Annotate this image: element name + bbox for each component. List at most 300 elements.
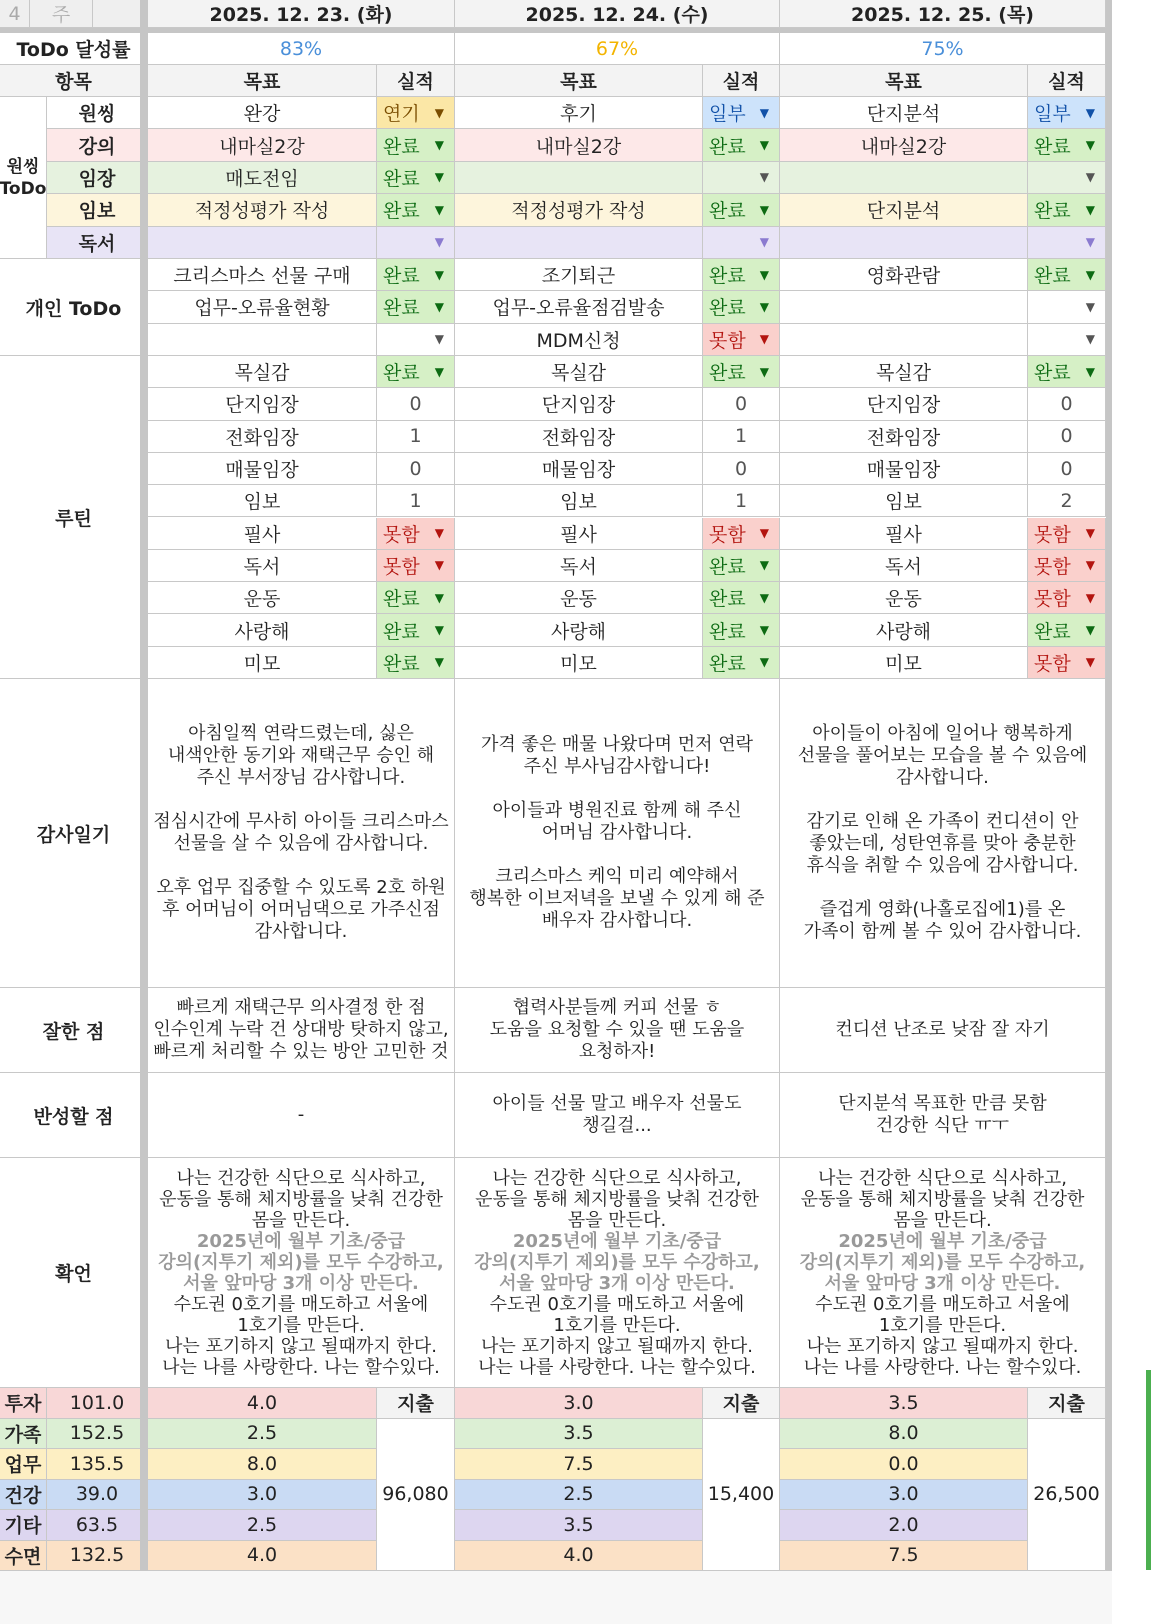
text-line: 점심시간에 무사히 아이들 크리스마스 [153, 811, 449, 832]
text-line: 나는 건강한 식단으로 식사하고, [176, 1167, 426, 1189]
dropdown-arrow-icon[interactable]: ▼ [759, 202, 769, 217]
routine-count[interactable]: 1 [377, 421, 455, 453]
text-line: - [297, 1104, 305, 1125]
status-dropdown[interactable] [377, 291, 455, 323]
status-value: 완료 [709, 588, 746, 611]
dropdown-arrow-icon[interactable]: ▼ [1085, 558, 1095, 573]
expense-label: 지출 [377, 1388, 455, 1419]
status-dropdown[interactable] [1028, 582, 1106, 614]
time-total: 39.0 [47, 1480, 148, 1511]
status-value: 완료 [709, 265, 746, 288]
goal-cell[interactable] [780, 162, 1028, 194]
text-line: 빠르게 재택근무 의사결정 한 점 [176, 997, 426, 1018]
status-value: 완료 [1034, 135, 1071, 158]
text-line: 선물을 살 수 있음에 감사합니다. [173, 833, 429, 854]
status-dropdown[interactable] [377, 614, 455, 646]
gratitude-entry[interactable] [780, 679, 1106, 988]
routine-count[interactable]: 0 [1028, 388, 1106, 420]
routine-name: 필사 [780, 518, 1028, 550]
frozen-row-divider[interactable] [0, 28, 1112, 33]
reflect-entry[interactable] [780, 1073, 1106, 1158]
status-dropdown[interactable] [703, 97, 780, 129]
text-line: 1호기를 만든다. [878, 1314, 1007, 1336]
routine-name: 매물임장 [780, 453, 1028, 485]
goal-cell[interactable]: 내마실2강 [780, 129, 1028, 161]
goal-cell[interactable]: 단지분석 [780, 97, 1028, 129]
status-dropdown[interactable] [703, 550, 780, 582]
routine-name: 임보 [780, 485, 1028, 517]
text-line: 주신 부서장님 감사합니다. [196, 767, 406, 788]
time-value[interactable]: 2.5 [148, 1419, 377, 1450]
text-line: 운동을 통해 체지방률을 낮춰 건강한 [159, 1188, 443, 1210]
status-dropdown[interactable] [1028, 291, 1106, 323]
personal-goal-cell[interactable] [148, 324, 377, 356]
status-dropdown[interactable] [377, 194, 455, 226]
dropdown-arrow-icon[interactable]: ▼ [759, 332, 769, 347]
good-points-label: 잘한 점 [0, 988, 148, 1073]
time-value[interactable]: 2.0 [780, 1510, 1028, 1541]
text-line: 주신 부사님감사합니다! [523, 756, 711, 777]
dropdown-arrow-icon[interactable]: ▼ [1085, 299, 1095, 314]
dropdown-arrow-icon[interactable]: ▼ [759, 623, 769, 638]
time-value[interactable]: 8.0 [148, 1449, 377, 1480]
text-line: 2025년에 월부 기초/중급 [512, 1230, 722, 1252]
status-value: 일부 [1034, 103, 1071, 126]
dropdown-arrow-icon[interactable]: ▼ [759, 235, 769, 250]
text-line: 수도권 0호기를 매도하고 서울에 [489, 1293, 745, 1315]
status-dropdown[interactable] [703, 324, 780, 356]
routine-name: 필사 [148, 518, 377, 550]
result-header: 실적 [703, 65, 780, 97]
personal-goal-cell[interactable]: 조기퇴근 [455, 259, 703, 291]
onething-row-label: 강의 [47, 129, 148, 161]
text-line: 아이들과 병원진료 함께 해 주신 [492, 800, 742, 821]
achievement-rate: 75% [780, 33, 1106, 65]
text-line: 나는 나를 사랑한다. 나는 할수있다. [803, 1356, 1082, 1378]
time-value[interactable]: 3.5 [455, 1510, 703, 1541]
good-points-entry[interactable] [455, 988, 780, 1073]
goal-cell[interactable]: 적정성평가 작성 [455, 194, 703, 226]
dropdown-arrow-icon[interactable]: ▼ [759, 299, 769, 314]
status-dropdown[interactable] [1028, 129, 1106, 161]
gratitude-label: 감사일기 [0, 679, 148, 988]
status-dropdown[interactable] [1028, 324, 1106, 356]
status-dropdown[interactable] [703, 129, 780, 161]
routine-name: 임보 [455, 485, 703, 517]
routine-count[interactable]: 2 [1028, 485, 1106, 517]
status-dropdown[interactable] [1028, 162, 1106, 194]
time-value[interactable]: 3.5 [780, 1388, 1028, 1419]
goal-header: 목표 [780, 65, 1028, 97]
text-line: 챙길걸... [582, 1115, 652, 1136]
text-line: 몸을 만든다. [251, 1209, 351, 1231]
goal-cell[interactable] [780, 227, 1028, 259]
routine-count[interactable]: 1 [703, 485, 780, 517]
status-dropdown[interactable] [703, 647, 780, 679]
status-value: 못함 [1034, 523, 1071, 546]
status-value: 못함 [383, 555, 420, 578]
dropdown-arrow-icon[interactable]: ▼ [434, 558, 444, 573]
dropdown-arrow-icon[interactable]: ▼ [434, 655, 444, 670]
text-line: 1호기를 만든다. [237, 1314, 365, 1336]
status-dropdown[interactable] [703, 259, 780, 291]
status-dropdown[interactable] [1028, 647, 1106, 679]
expense-value[interactable]: 26,500 [1028, 1419, 1106, 1572]
scroll-indicator[interactable] [1146, 1370, 1151, 1570]
dropdown-arrow-icon[interactable]: ▼ [434, 105, 444, 120]
status-value: 못함 [709, 523, 746, 546]
status-dropdown[interactable] [377, 227, 455, 259]
status-dropdown[interactable] [1028, 194, 1106, 226]
good-points-entry[interactable] [148, 988, 455, 1073]
goal-cell[interactable]: 매도전임 [148, 162, 377, 194]
dropdown-arrow-icon[interactable]: ▼ [1085, 623, 1095, 638]
reflect-entry[interactable] [148, 1073, 455, 1158]
dropdown-arrow-icon[interactable]: ▼ [759, 267, 769, 282]
dropdown-arrow-icon[interactable]: ▼ [434, 267, 444, 282]
routine-name: 운동 [455, 582, 703, 614]
gratitude-entry[interactable] [455, 679, 780, 988]
text-line: 운동을 통해 체지방률을 낮춰 건강한 [800, 1188, 1085, 1210]
onething-row-label: 원씽 [47, 97, 148, 129]
text-line: 몸을 만든다. [893, 1209, 992, 1231]
status-dropdown[interactable] [377, 518, 455, 550]
time-value[interactable]: 7.5 [455, 1449, 703, 1480]
dropdown-arrow-icon[interactable]: ▼ [759, 105, 769, 120]
routine-name: 독서 [780, 550, 1028, 582]
affirmation-entry[interactable] [148, 1158, 455, 1388]
routine-name: 사랑해 [455, 614, 703, 646]
routine-name: 전화임장 [455, 421, 703, 453]
dropdown-arrow-icon[interactable]: ▼ [1085, 202, 1095, 217]
status-dropdown[interactable] [1028, 518, 1106, 550]
dropdown-arrow-icon[interactable]: ▼ [1085, 267, 1095, 282]
goal-cell[interactable]: 완강 [148, 97, 377, 129]
text-line: 감사합니다. [254, 921, 348, 942]
dropdown-arrow-icon[interactable]: ▼ [1085, 655, 1095, 670]
goal-header: 목표 [148, 65, 377, 97]
status-value: 완료 [1034, 620, 1071, 643]
dropdown-arrow-icon[interactable]: ▼ [434, 590, 444, 605]
dropdown-arrow-icon[interactable]: ▼ [1085, 526, 1095, 541]
expense-value[interactable]: 96,080 [377, 1419, 455, 1572]
text-line: 2025년에 월부 기초/중급 [196, 1230, 406, 1252]
status-dropdown[interactable] [377, 129, 455, 161]
status-value: 못함 [709, 329, 746, 352]
status-value: 완료 [383, 652, 420, 675]
status-dropdown[interactable] [377, 582, 455, 614]
status-value: 못함 [1034, 588, 1071, 611]
goal-cell[interactable]: 내마실2강 [148, 129, 377, 161]
text-line: 도움을 요청할 수 있을 땐 도움을 [489, 1019, 745, 1040]
status-value: 완료 [383, 135, 420, 158]
time-value[interactable]: 2.5 [455, 1480, 703, 1511]
time-value[interactable]: 0.0 [780, 1449, 1028, 1480]
goal-cell[interactable] [455, 162, 703, 194]
text-line: 나는 포기하지 않고 될때까지 한다. [480, 1335, 754, 1357]
routine-name: 단지임장 [455, 388, 703, 420]
status-dropdown[interactable] [703, 162, 780, 194]
dropdown-arrow-icon[interactable]: ▼ [759, 655, 769, 670]
dropdown-arrow-icon[interactable]: ▼ [1085, 138, 1095, 153]
status-dropdown[interactable] [377, 324, 455, 356]
routine-count[interactable]: 0 [377, 453, 455, 485]
status-dropdown[interactable] [703, 227, 780, 259]
time-total: 135.5 [47, 1449, 148, 1480]
dropdown-arrow-icon[interactable]: ▼ [434, 138, 444, 153]
routine-name: 미모 [780, 647, 1028, 679]
status-value: 완료 [383, 588, 420, 611]
dropdown-arrow-icon[interactable]: ▼ [434, 202, 444, 217]
expense-label: 지출 [1028, 1388, 1106, 1419]
gratitude-entry[interactable] [148, 679, 455, 988]
routine-name: 전화임장 [148, 421, 377, 453]
text-line: 배우자 감사합니다. [541, 910, 693, 931]
personal-goal-cell[interactable]: MDM신청 [455, 324, 703, 356]
routine-count[interactable]: 0 [703, 453, 780, 485]
routine-count[interactable]: 0 [1028, 453, 1106, 485]
status-value: 완료 [1034, 362, 1071, 385]
text-line: 선물을 풀어보는 모습을 볼 수 있음에 [797, 745, 1088, 766]
group-label-text: 원씽 ToDo [0, 156, 47, 199]
onething-row-label: 독서 [47, 227, 148, 259]
text-line: 서울 앞마당 3개 이상 만든다. [824, 1272, 1061, 1294]
personal-goal-cell[interactable] [780, 324, 1028, 356]
goal-cell[interactable]: 적정성평가 작성 [148, 194, 377, 226]
text-line: 나는 건강한 식단으로 식사하고, [492, 1167, 742, 1189]
text-line: 후 어머님이 어머님댁으로 가주신점 [162, 899, 440, 920]
goal-cell[interactable] [148, 227, 377, 259]
rate-label: ToDo 달성률 [0, 33, 148, 65]
text-line: 빠르게 처리할 수 있는 방안 고민한 것 [153, 1041, 449, 1062]
result-header: 실적 [377, 65, 455, 97]
routine-name: 단지임장 [148, 388, 377, 420]
dropdown-arrow-icon[interactable]: ▼ [434, 332, 444, 347]
dropdown-arrow-icon[interactable]: ▼ [759, 558, 769, 573]
affirmation-entry[interactable] [780, 1158, 1106, 1388]
dropdown-arrow-icon[interactable]: ▼ [759, 170, 769, 185]
status-value: 완료 [383, 620, 420, 643]
time-category: 업무 [0, 1449, 47, 1480]
goal-cell[interactable] [455, 227, 703, 259]
status-dropdown[interactable] [377, 97, 455, 129]
personal-goal-cell[interactable] [780, 291, 1028, 323]
text-line: 2025년에 월부 기초/중급 [838, 1230, 1047, 1252]
affirmation-entry[interactable] [455, 1158, 780, 1388]
status-value: 완료 [709, 620, 746, 643]
time-value[interactable]: 3.0 [780, 1480, 1028, 1511]
routine-name: 목실감 [780, 356, 1028, 388]
routine-name: 독서 [455, 550, 703, 582]
routine-name: 임보 [148, 485, 377, 517]
text-line: 요청하자! [578, 1041, 656, 1062]
text-line: 나는 포기하지 않고 될때까지 한다. [164, 1335, 438, 1357]
status-dropdown[interactable] [1028, 550, 1106, 582]
bottom-area [0, 1571, 1151, 1624]
text-line: 강의(지투기 제외)를 모두 수강하고, [158, 1251, 444, 1273]
time-total: 132.5 [47, 1541, 148, 1572]
time-value[interactable]: 4.0 [455, 1541, 703, 1572]
time-value[interactable]: 2.5 [148, 1510, 377, 1541]
day-header: 2025. 12. 25. (목) [780, 0, 1106, 28]
day-header: 2025. 12. 23. (화) [148, 0, 455, 28]
text-line: 강의(지투기 제외)를 모두 수강하고, [474, 1251, 760, 1273]
status-value: 연기 [383, 103, 420, 126]
text-line: 가족이 함께 볼 수 있어 감사합니다. [803, 921, 1082, 942]
text-line: 나는 나를 사랑한다. 나는 할수있다. [162, 1356, 440, 1378]
goal-cell[interactable]: 단지분석 [780, 194, 1028, 226]
time-category: 건강 [0, 1480, 47, 1511]
goal-header: 목표 [455, 65, 703, 97]
dropdown-arrow-icon[interactable]: ▼ [434, 364, 444, 379]
routine-name: 미모 [455, 647, 703, 679]
goal-cell[interactable]: 후기 [455, 97, 703, 129]
status-value: 완료 [383, 200, 420, 223]
status-value: 일부 [709, 103, 746, 126]
time-value[interactable]: 3.5 [455, 1419, 703, 1450]
dropdown-arrow-icon[interactable]: ▼ [759, 138, 769, 153]
routine-name: 운동 [780, 582, 1028, 614]
status-value: 못함 [1034, 555, 1071, 578]
personal-goal-cell[interactable]: 업무-오류율점검발송 [455, 291, 703, 323]
status-dropdown[interactable] [703, 518, 780, 550]
status-dropdown[interactable] [377, 550, 455, 582]
status-dropdown[interactable] [377, 356, 455, 388]
text-line: 운동을 통해 체지방률을 낮춰 건강한 [475, 1188, 759, 1210]
dropdown-arrow-icon[interactable]: ▼ [1085, 332, 1095, 347]
frozen-divider[interactable] [140, 0, 148, 1624]
status-dropdown[interactable] [377, 647, 455, 679]
dropdown-arrow-icon[interactable]: ▼ [434, 170, 444, 185]
onething-group-label [0, 97, 47, 259]
routine-name: 매물임장 [455, 453, 703, 485]
dropdown-arrow-icon[interactable]: ▼ [1085, 105, 1095, 120]
dropdown-arrow-icon[interactable]: ▼ [1085, 235, 1095, 250]
text-line: 1호기를 만든다. [553, 1314, 681, 1336]
routine-count[interactable]: 1 [377, 485, 455, 517]
time-value[interactable]: 3.0 [455, 1388, 703, 1419]
status-dropdown[interactable] [1028, 356, 1106, 388]
text-line: 감기로 인해 온 가족이 컨디션이 안 [806, 811, 1079, 832]
status-dropdown[interactable] [703, 356, 780, 388]
item-header: 항목 [0, 65, 148, 97]
routine-name: 사랑해 [780, 614, 1028, 646]
status-value: 완료 [1034, 200, 1071, 223]
text-line: 나는 포기하지 않고 될때까지 한다. [806, 1335, 1079, 1357]
routine-name: 독서 [148, 550, 377, 582]
status-value: 완료 [383, 297, 420, 320]
dropdown-arrow-icon[interactable]: ▼ [759, 364, 769, 379]
text-line: 아이들 선물 말고 배우자 선물도 [492, 1093, 742, 1114]
dropdown-arrow-icon[interactable]: ▼ [434, 623, 444, 638]
routine-name: 사랑해 [148, 614, 377, 646]
routine-name: 운동 [148, 582, 377, 614]
personal-goal-cell[interactable]: 크리스마스 선물 구매 [148, 259, 377, 291]
status-dropdown[interactable] [703, 582, 780, 614]
routine-count[interactable]: 1 [703, 421, 780, 453]
goal-cell[interactable]: 내마실2강 [455, 129, 703, 161]
status-dropdown[interactable] [1028, 259, 1106, 291]
result-header: 실적 [1028, 65, 1106, 97]
reflect-label: 반성할 점 [0, 1073, 148, 1158]
week-number: 4 [0, 0, 30, 28]
status-value: 완료 [709, 652, 746, 675]
text-line: 인수인계 누락 건 상대방 탓하지 않고, [153, 1019, 449, 1040]
dropdown-arrow-icon[interactable]: ▼ [1085, 170, 1095, 185]
routine-name: 단지임장 [780, 388, 1028, 420]
text-line: 행복한 이브저녁을 보낼 수 있게 해 준 [469, 888, 765, 909]
time-category: 투자 [0, 1388, 47, 1419]
text-line: 협력사분들께 커피 선물 ㅎ [512, 997, 722, 1018]
time-value[interactable]: 4.0 [148, 1388, 377, 1419]
personal-todo-label: 개인 ToDo [0, 259, 148, 356]
time-total: 152.5 [47, 1419, 148, 1450]
status-dropdown[interactable] [703, 291, 780, 323]
time-category: 가족 [0, 1419, 47, 1450]
routine-name: 전화임장 [780, 421, 1028, 453]
time-value[interactable]: 8.0 [780, 1419, 1028, 1450]
time-value[interactable]: 4.0 [148, 1541, 377, 1572]
personal-goal-cell[interactable]: 영화관람 [780, 259, 1028, 291]
time-value[interactable]: 7.5 [780, 1541, 1028, 1572]
routine-count[interactable]: 0 [703, 388, 780, 420]
status-value: 완료 [709, 200, 746, 223]
status-dropdown[interactable] [703, 194, 780, 226]
status-dropdown[interactable] [1028, 614, 1106, 646]
routine-name: 목실감 [455, 356, 703, 388]
status-value: 완료 [709, 362, 746, 385]
dropdown-arrow-icon[interactable]: ▼ [434, 526, 444, 541]
text-line: 서울 앞마당 3개 이상 만든다. [183, 1272, 419, 1294]
dropdown-arrow-icon[interactable]: ▼ [1085, 590, 1095, 605]
good-points-entry[interactable] [780, 988, 1106, 1073]
dropdown-arrow-icon[interactable]: ▼ [759, 590, 769, 605]
status-value: 못함 [1034, 652, 1071, 675]
dropdown-arrow-icon[interactable]: ▼ [434, 299, 444, 314]
text-line: 크리스마스 케익 미리 예약해서 [495, 866, 739, 887]
status-dropdown[interactable] [703, 614, 780, 646]
reflect-entry[interactable] [455, 1073, 780, 1158]
onething-row-label: 임장 [47, 162, 148, 194]
status-dropdown[interactable] [377, 162, 455, 194]
routine-name: 목실감 [148, 356, 377, 388]
text-line: 아이들이 아침에 일어나 행복하게 [812, 723, 1073, 744]
dropdown-arrow-icon[interactable]: ▼ [434, 235, 444, 250]
text-line: 몸을 만든다. [567, 1209, 667, 1231]
text-line: 나는 건강한 식단으로 식사하고, [818, 1167, 1067, 1189]
status-dropdown[interactable] [1028, 227, 1106, 259]
time-total: 63.5 [47, 1510, 148, 1541]
routine-count[interactable]: 0 [377, 388, 455, 420]
text-line: 서울 앞마당 3개 이상 만든다. [499, 1272, 735, 1294]
personal-goal-cell[interactable]: 업무-오류율현황 [148, 291, 377, 323]
text-line: 오후 업무 집중할 수 있도록 2호 하원 [156, 877, 446, 898]
text-line: 나는 나를 사랑한다. 나는 할수있다. [478, 1356, 756, 1378]
text-line: 가격 좋은 매물 나왔다며 먼저 연락 [480, 734, 754, 755]
text-line: 수도권 0호기를 매도하고 서울에 [815, 1293, 1070, 1315]
time-value[interactable]: 3.0 [148, 1480, 377, 1511]
status-value: 못함 [383, 523, 420, 546]
expense-value[interactable]: 15,400 [703, 1419, 780, 1572]
dropdown-arrow-icon[interactable]: ▼ [1085, 364, 1095, 379]
status-dropdown[interactable] [1028, 97, 1106, 129]
text-line: 휴식을 취할 수 있음에 감사합니다. [806, 855, 1079, 876]
dropdown-arrow-icon[interactable]: ▼ [759, 526, 769, 541]
routine-count[interactable]: 0 [1028, 421, 1106, 453]
time-total: 101.0 [47, 1388, 148, 1419]
onething-row-label: 임보 [47, 194, 148, 226]
status-dropdown[interactable] [377, 259, 455, 291]
